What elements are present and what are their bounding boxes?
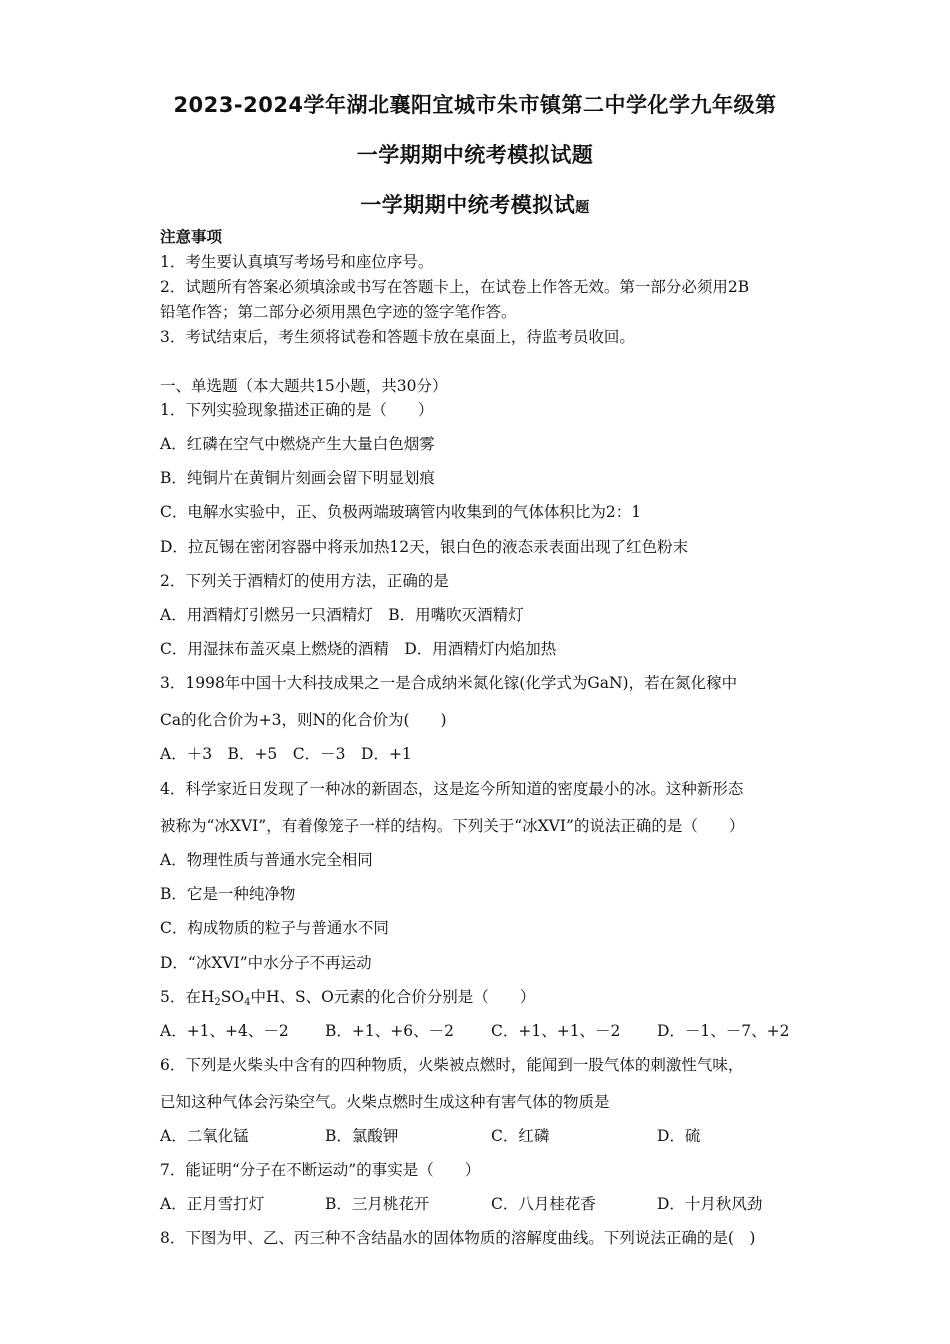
q5-stem-mid: SO [220,988,245,1006]
q3-options: A．＋3 B．+5 C．－3 D．+1 [160,745,412,763]
q6-stem-2: 已知这种气体会污染空气。火柴点燃时生成这种有害气体的物质是 [160,1093,610,1111]
q1-option-c: C．电解水实验中，正、负极两端玻璃管内收集到的气体体积比为2：1 [160,503,642,521]
q5-subscript-2: 2 [214,997,221,1008]
q1-option-b: B．纯铜片在黄铜片刻画会留下明显划痕 [160,469,435,487]
q1-stem: 1．下列实验现象描述正确的是（ ） [160,401,434,419]
q5-stem-suffix: 中H、S、O元素的化合价分别是（ ） [250,988,536,1006]
q1-option-d: D．拉瓦锡在密闭容器中将汞加热12天，银白色的液态汞表面出现了红色粉末 [160,538,689,556]
q7-stem: 7．能证明“分子在不断运动”的事实是（ ） [160,1161,481,1179]
exam-title-line-2: 一学期期中统考模拟试题 [356,143,594,167]
q8-stem: 8．下图为甲、乙、丙三种不含结晶水的固体物质的溶解度曲线。下列说法正确的是( ) [160,1229,756,1247]
q5-option-b: B．+1、+6、－2 [325,1022,454,1040]
q3-stem-2: Ca的化合价为+3，则N的化合价为( ) [160,711,447,729]
q2-options-ab: A．用酒精灯引燃另一只酒精灯 B．用嘴吹灭酒精灯 [160,606,524,624]
notice-heading: 注意事项 [160,227,223,246]
q6-option-c: C．红磷 [491,1127,550,1145]
q7-option-b: B．三月桃花开 [325,1195,430,1213]
q7-options [160,1194,800,1214]
q1-option-a: A．红磷在空气中燃烧产生大量白色烟雾 [160,435,435,453]
exam-title-line-3-small: 题 [575,200,590,216]
exam-title-line-3 [0,189,950,219]
q6-option-b: B．氯酸钾 [325,1127,399,1145]
q6-options [160,1126,800,1146]
exam-title-line-3-main: 一学期期中统考模拟试 [360,193,576,217]
q2-options-cd: C．用湿抹布盖灭桌上燃烧的酒精 D．用酒精灯内焰加热 [160,640,557,658]
q4-stem-1: 4．科学家近日发现了一种冰的新固态，这是迄今所知道的密度最小的冰。这种新形态 [160,780,744,798]
q5-option-d: D．－1、－7、+2 [657,1022,790,1040]
q4-stem-2: 被称为“冰XVI”，有着像笼子一样的结构。下列关于“冰XVI”的说法正确的是（ ） [160,817,745,835]
q5-stem-prefix: 5．在H [160,988,215,1006]
notice-item-2a: 2．试题所有答案必须填涂或书写在答题卡上，在试卷上作答无效。第一部分必须用2B [160,278,750,296]
q5-options [160,1021,800,1041]
q6-stem-1: 6．下列是火柴头中含有的四种物质，火柴被点燃时，能闻到一股气体的刺激性气味， [160,1056,744,1074]
section-heading: 一、单选题（本大题共15小题，共30分） [160,377,448,395]
q7-option-d: D．十月秋风劲 [657,1195,763,1213]
exam-title-line-1: 2023-2024学年湖北襄阳宜城市朱市镇第二中学化学九年级第 [173,93,777,117]
q5-option-a: A．+1、+4、－2 [160,1022,289,1040]
q4-option-d: D．“冰XVI”中水分子不再运动 [160,954,372,972]
notice-item-1: 1．考生要认真填写考场号和座位序号。 [160,253,434,271]
notice-item-2b: 铅笔作答；第二部分必须用黑色字迹的签字笔作答。 [160,303,517,321]
q4-option-a: A．物理性质与普通水完全相同 [160,851,373,869]
q7-option-a: A．正月雪打灯 [160,1195,265,1213]
q3-stem-1: 3．1998年中国十大科技成果之一是合成纳米氮化镓(化学式为GaN)，若在氮化稼中 [160,674,738,692]
q6-option-d: D．硫 [657,1127,701,1145]
q6-option-a: A．二氧化锰 [160,1127,249,1145]
q5-subscript-4: 4 [244,997,251,1008]
q4-option-c: C．构成物质的粒子与普通水不同 [160,919,389,937]
q5-stem [160,987,535,1007]
q2-stem: 2．下列关于酒精灯的使用方法，正确的是 [160,572,449,590]
q4-option-b: B．它是一种纯净物 [160,885,296,903]
q5-option-c: C．+1、+1、－2 [491,1022,621,1040]
q7-option-c: C．八月桂花香 [491,1195,596,1213]
notice-item-3: 3．考试结束后，考生须将试卷和答题卡放在桌面上，待监考员收回。 [160,328,635,346]
